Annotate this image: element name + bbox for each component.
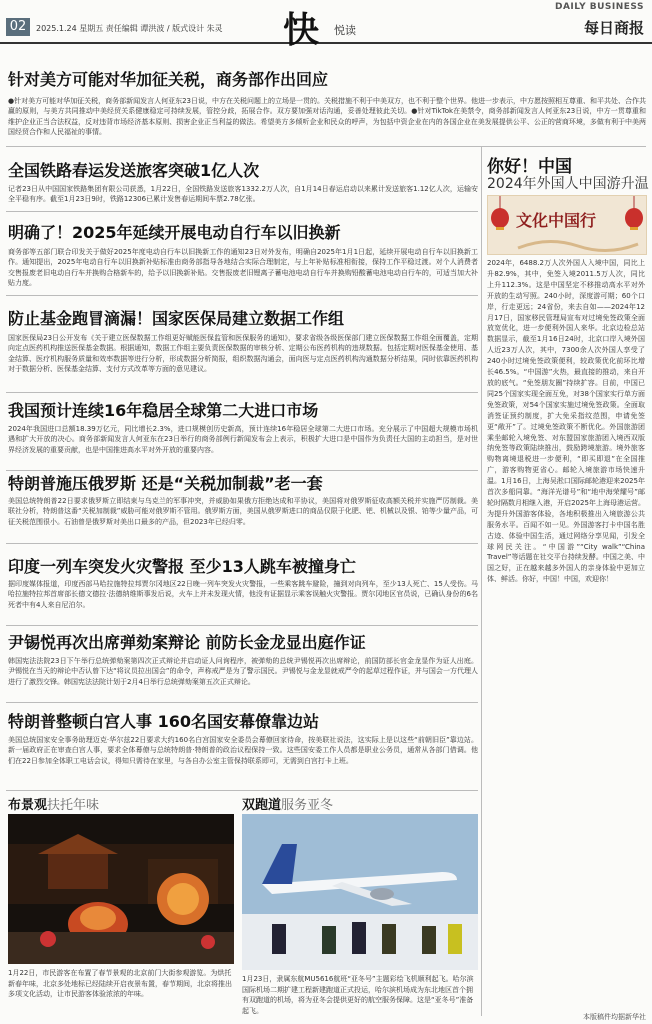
divider [6, 702, 478, 703]
photo-title-scenery [8, 794, 99, 813]
article-title-ebike: 明确了！2025年延续开展电动自行车以旧换新 [8, 223, 341, 242]
photo-night-scene [8, 814, 234, 964]
feature-body: 2024年，6488.2万人次外国人入境中国，同比上升82.9%，其中，免签入境2011.5万人次，同比上升112.3%。这是中国坚定不移推动高水平对外开放的生动写照。240小时，深度游可期；60个口岸，行走更远；24省份，来去自如——2024年12月17日，国家移民管理局宣布对过境免签政策全面放宽优化，进一步便利外国人来华。北京边检总站数据显示，截至1月16日24时，北京口岸入境外国人近23万人次，其中，7300余人次外国人享受了240小时过境免签政策便利，较政策优化前环比增长46.5%。“中国游”火热，最直接的推动，来自开放的底气。“免签朋友圈”持续扩容。目前，中国已同25个国家实现全面互免，对38个国家实行单方面免签政策，对54个国家实施过境免签政策。全面取消签证预约制度，扩大免采指纹范围，申请免签更“敞开”了。过境免签政策不断优化。外国旅游团乘坐邮轮入境免签、对东盟国家旅游团入境西双版纳免签等政策陆续推出，鼓励跨境旅游。境外旅客购物离境退税进一步便利，“即买即退”在全国推广，游客购物更省心。邮轮入境旅游市场快速升温。1月16日，上海吴淞口国际邮轮港迎来2025年首次多船同靠。“海洋光谱号”和“地中海荣耀号”邮轮时隔数月相继入港，开启2025年上海母港运营。为提升外国游客体验，各地积极推出入境旅游公共服务水平。百闻不如一见。外国游客打卡中国名胜古迹、体验中国生活，通过网络分享见闻，引发全球网民关注。“中国游”“City walk”“China Travel”等话题在社交平台持续发酵。中国之美、中国之好，正在越来越多外国人的亲身体验中更加立体、鲜活。你好，中国！中国，欢迎你！ [487, 259, 645, 584]
article-body-railway: 记者23日从中国国家铁路集团有限公司获悉，1月22日，全国铁路发送旅客1332.2万人次，自1月14日春运启动以来累计发送旅客1.12亿人次，运输安全平稳有序。截至1月23日9时，铁路12306已累计发售春运期间车票2.78亿张。 [8, 185, 478, 204]
brand-en: DAILY BUSINESS [554, 2, 644, 12]
article-title-india: 印度一列车突发火灾警报 至少13人跳车被撞身亡 [8, 557, 356, 576]
divider [6, 211, 478, 212]
photo-title-right: 扶托年味 [47, 798, 100, 813]
divider [6, 146, 646, 147]
article-body-korea: 韩国宪法法院23日下午举行总统弹劾案第四次正式辩论并启动证人问询程序，被弹劾的总统尹锡悦再次出席辩论，前国防部长官金龙显作为证人出庭。尹锡悦在当天的辩论中否认曾下达“将议员拉出国会”的命令，声称戒严是为了警示国民。尹锡悦与金龙显就戒严令的起草过程作证，并与国会一方代理人进行了激烈交锋。韩国宪法法院计划于2月4日举行总统弹劾案第五次正式辩论。 [8, 657, 478, 686]
article-body-russia: 美国总统特朗普22日要求俄罗斯立即结束与乌克兰的军事冲突，并威胁如果俄方拒绝达成和平协议，美国将对俄罗斯征收高额关税并实施严厉制裁。美联社分析，特朗普这番“关税加制裁”威胁可能对俄罗斯不管用。俄罗斯方面，美国从俄罗斯进口的商品仅限于化肥、钯、机械以及银、铂等少量产品，可征关税范围很小。石油曾是俄罗斯对美出口最多的产品，但2023年已经归零。 [8, 497, 478, 526]
photo-caption-airplane: 1月23日，隶属东航MU5616航班“亚冬号”主题彩绘飞机顺利起飞。哈尔滨国际机场二期扩建工程新建跑道正式投运，哈尔滨机场成为东北地区首个拥有双跑道的机场，将为亚冬会提供更好的航空服务保障。这是“亚冬号”准备起飞。 [242, 975, 474, 1015]
page-header [0, 0, 652, 51]
article-title-railway: 全国铁路春运发送旅客突破1亿人次 [8, 161, 260, 180]
photo-title-left: 双跑道 [242, 798, 282, 813]
article-body-medical: 国家医保局23日公开发布《关于建立医保数据工作组更好赋能医保监管和医保服务的通知》，要求省级各级医保部门建立医保数据工作组全面覆盖，定期向定点医药机构推送医保基金数据。根据通知，数据工作组主要负责医保数据的审核分析、定期公布医药机构的违规数据。包括定期对医保基金使用、基金结算、医疗机构服务质量和效率数据等进行分析，形成数据分析简报，组织数据沟通会，面向医与定点医药机构沟通数据分析结果，同时依靠医药机构对于数据分析、医保基金结算、支付方式改革等方面的意见建议。 [8, 334, 478, 373]
divider [6, 625, 478, 626]
article-title-medical: 防止基金跑冒滴漏！国家医保局建立数据工作组 [8, 309, 345, 328]
column-divider [481, 146, 482, 1016]
article-title-russia: 特朗普施压俄罗斯 还是“关税加制裁”老一套 [8, 474, 323, 493]
article-title-import: 我国预计连续16年稳居全球第二大进口市场 [8, 401, 319, 420]
page-number: 02 [6, 18, 30, 36]
article-title-whitehouse: 特朗普整顿白宫人事 160名国安幕僚靠边站 [8, 712, 319, 731]
banner-text: 文化中国行 [516, 211, 597, 230]
brand-cn: 每日商报 [583, 19, 644, 37]
issue-info: 2025.1.24 星期五 责任编辑 谭洪波 / 版式设计 朱灵 [36, 24, 223, 33]
photo-airplane [242, 814, 478, 970]
photo-caption-scenery: 1月22日，市民游客在布置了春节景观的北京前门大街参观游览。为烘托新春年味，北京多处地标已经陆续开启夜景布置，春节期间，北京将推出多项文化活动，让市民游客体验浓浓的年味。 [8, 969, 232, 998]
photo-illustration [242, 814, 478, 970]
photo-title-runway [242, 794, 333, 813]
photo-title-right: 服务亚冬 [281, 798, 334, 813]
article-body-import: 2024年我国进口总额18.39万亿元，同比增长2.3%，进口规模创历史新高，预计连续16年稳居全球第二大进口市场。充分展示了中国超大规模市场机遇和扩大开放的决心。商务部新闻发言人何亚东在23日举行的商务部例行新闻发布会上表示，积极扩大进口是中国作为负责任大国的主动担当，是对世界经济发展的重要贡献，也是中国推进高水平对外开放的重要内容。 [8, 425, 478, 454]
feature-subtitle: 2024年外国人中国游升温 [487, 176, 649, 192]
photo-title-left: 布景观 [8, 798, 48, 813]
section-char: 快 [283, 9, 320, 51]
section-name: 悦读 [334, 24, 356, 37]
divider [6, 543, 478, 544]
feature-title: 你好！中国 [487, 157, 572, 177]
article-body-whitehouse: 美国总统国家安全事务助理迈克·华尔兹22日要求大约160名白宫国家安全委员会幕僚回家待命，按美联社说法，这实际上是以这些“前朝旧臣”靠边站。新一届政府正在审查白宫人事，要求全体幕僚与总统特朗普·特朗普的政治议程保持一致。这些国安委工作人员都是职业公务员，通常从各部门借调。他们在22日参加全体职工电话会议，得知只需待在家里，与各自办公室主管保持联系即可，无需到白宫打卡上班。 [8, 736, 478, 765]
article-title-korea: 尹锡悦再次出席弹劾案辩论 前防长金龙显出庭作证 [8, 633, 366, 652]
culture-banner [487, 195, 647, 255]
divider [6, 790, 478, 791]
photo-illustration [8, 814, 234, 964]
article-body-ebike: 商务部等五部门联合印发关于做好2025年度电动自行车以旧换新工作的通知23日对外发布，明确自2025年1月1日起，延续开展电动自行车以旧换新工作。通知提出，2025年电动自行车以旧换新补贴标准由商务部指导各地结合实际合理制定，与上年补贴标准相衔接，保持工作平稳过渡。对个人消费者交售报废老旧电动自行车并换购合格新车的，给予以旧换新补贴。交售报废老旧锂离子蓄电池电动自行车并换购铅酸蓄电池电动自行车的，可适当加大补贴力度。 [8, 248, 478, 287]
article-body-india: 据印度媒体报道，印度西部马哈拉施特拉邦贾尔冈地区22日晚一列车突发火灾警报，一些乘客跳车避险，撞到对向列车，至少13人死亡、15人受伤。马哈拉施特拉邦首席部长德文德拉·法德纳维斯事发后说，火车上并未发现火情，他没有证据显示乘客误触火灾警报。贾尔冈地区官员说，已确认身份的6名死者中有4人来自尼泊尔。 [8, 580, 478, 609]
source-note: 本版稿件均据新华社 [583, 1013, 646, 1021]
article-body-tariff: ●针对美方可能对华加征关税，商务部新闻发言人何亚东23日说，中方在关税问题上的立场是一贯的。关税措施不利于中美双方，也不利于整个世界。他进一步表示，中方愿按照相互尊重、和平共处、合作共赢的原则，与美方共同推动中美经贸关系健康稳定可持续发展，管控分歧，拓展合作。双方要加强对话沟通，妥善处理彼此关切。●针对TikTok在美禁令，商务部新闻发言人何亚东23日说，中方一贯尊重和维护企业正当合法权益，反对违背市场经济基本原则、损害企业正当利益的做法。希望美方多倾听企业和民众的呼声，为包括中资企业在内的各国企业在美发展提供公平、公正的营商环境，多做有利于中美两国经贸合作和人民福祉的事情。 [8, 97, 646, 136]
article-title-tariff: 针对美方可能对华加征关税，商务部作出回应 [8, 70, 329, 89]
divider [6, 295, 478, 296]
divider [6, 392, 478, 393]
